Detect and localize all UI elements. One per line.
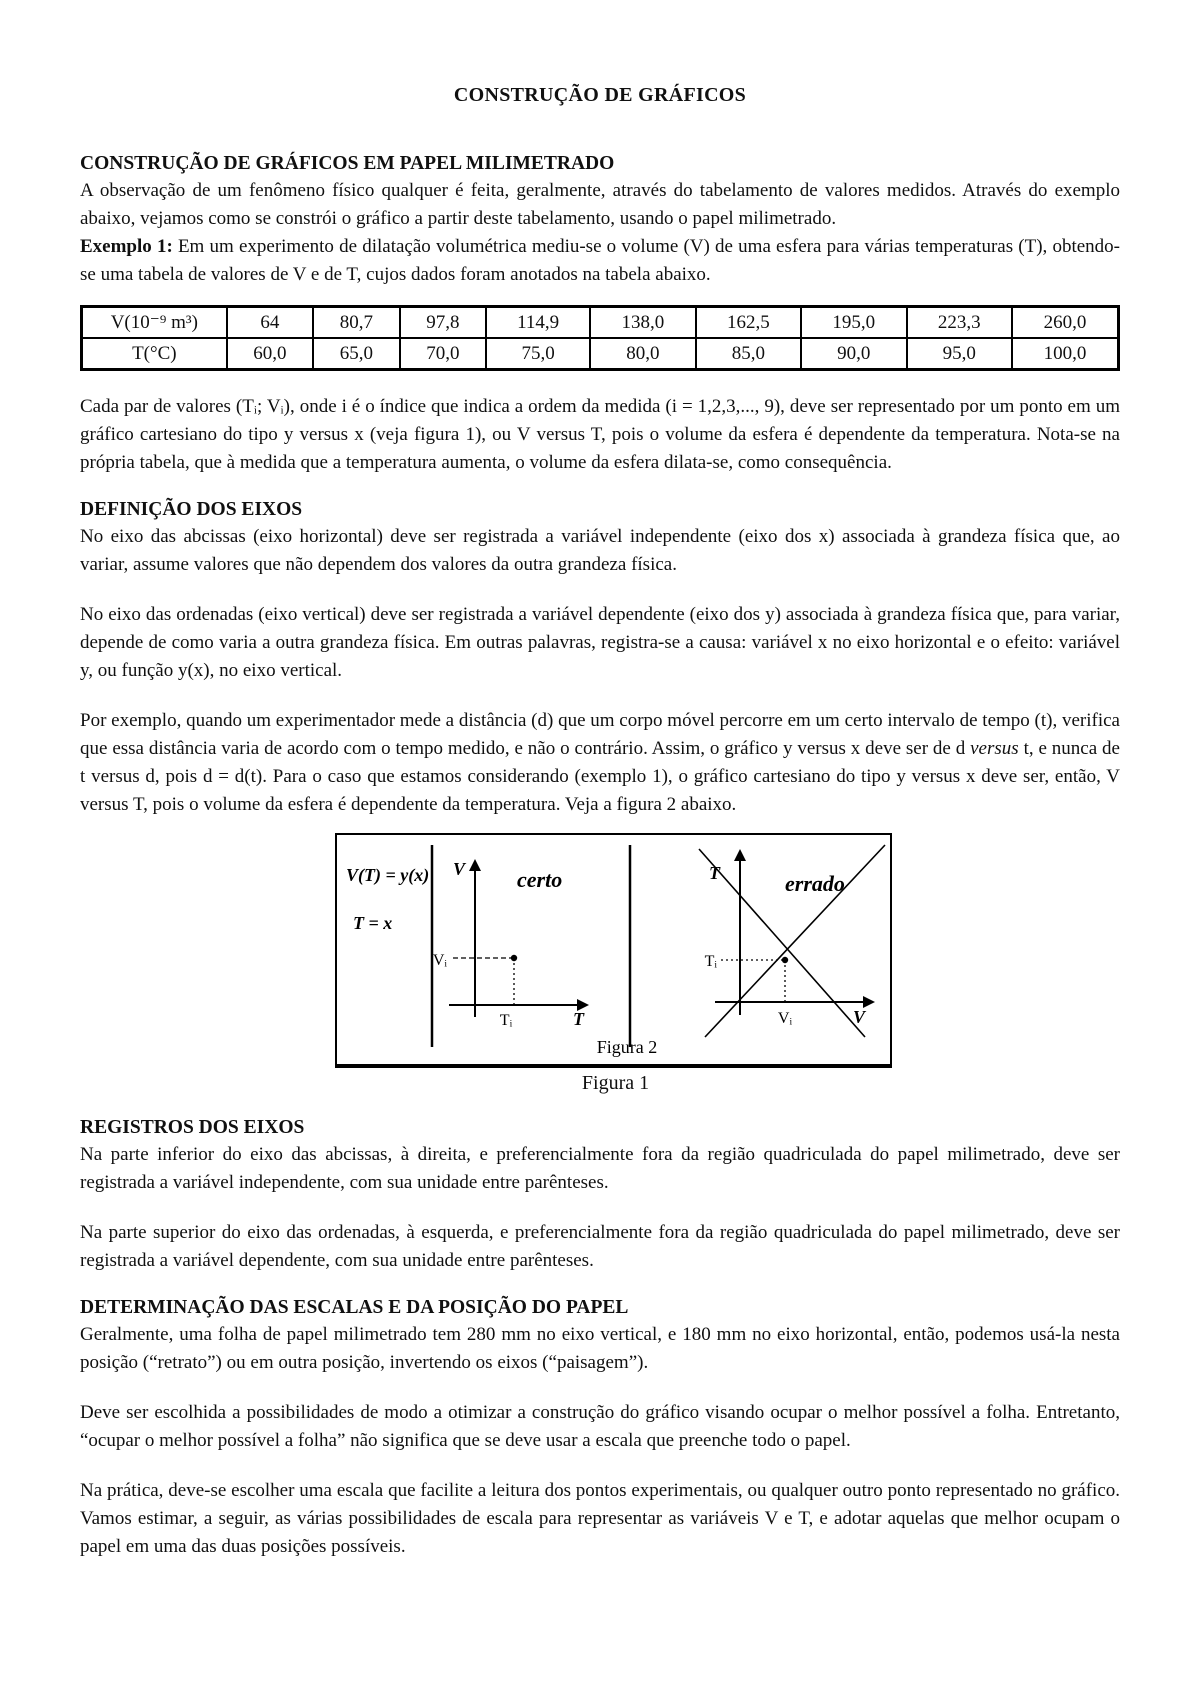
table-cell: 85,0 (696, 338, 801, 370)
paragraph-registro-ordenadas: Na parte superior do eixo das ordenadas, à esquerda, e preferencialmente fora da região quadriculada do papel milimetrado, deve ser registrada a variável dependente, com sua unidade entre parênteses. (80, 1222, 1120, 1271)
section-heading-determinacao-escalas: DETERMINAÇÃO DAS ESCALAS E DA POSIÇÃO DO PAPEL (80, 1297, 629, 1318)
data-table (80, 305, 1120, 371)
figure-1 (335, 833, 896, 1095)
errado-label: errado (785, 871, 845, 896)
section-heading-papel-milimetrado: CONSTRUÇÃO DE GRÁFICOS EM PAPEL MILIMETRADO (80, 153, 615, 174)
table-cell: 64 (227, 307, 313, 339)
versus-italic: versus (970, 738, 1019, 759)
figure-diagram (337, 835, 890, 1059)
wrong-plot (699, 845, 885, 1037)
table-cell: 138,0 (590, 307, 695, 339)
table-cell: 260,0 (1012, 307, 1119, 339)
table-cell: 97,8 (400, 307, 486, 339)
data-point (782, 957, 788, 963)
paragraph-exemplo (80, 233, 1120, 289)
figure-box (335, 833, 892, 1068)
paragraph-registro-abcissas: Na parte inferior do eixo das abcissas, à direita, e preferencialmente fora da região quadriculada do papel milimetrado, deve ser registrada a variável independente, com sua unidade entre parênteses. (80, 1144, 1120, 1193)
paragraph-na-pratica: Na prática, deve-se escolher uma escala que facilite a leitura dos pontos experimentais, ou qualquer outro ponto representado no gráfico. Vamos estimar, a seguir, as várias possibilidades de escala para representar as variáveis V e T, e adotar aquelas que melhor ocupam o papel em uma das duas posições possíveis. (80, 1480, 1120, 1557)
table-cell: 162,5 (696, 307, 801, 339)
table-cell: 70,0 (400, 338, 486, 370)
data-point (511, 955, 517, 961)
table-cell: 114,9 (486, 307, 590, 339)
y-axis-label: V (453, 859, 466, 879)
exemplo-label: Exemplo 1: (80, 236, 173, 257)
table-cell: 90,0 (801, 338, 906, 370)
table-cell: 80,7 (313, 307, 399, 339)
correct-plot (433, 859, 587, 1029)
paragraph-intro: A observação de um fenômeno físico qualquer é feita, geralmente, através do tabelamento de valores medidos. Através do exemplo abaixo, vejamos como se constrói o gráfico a partir deste tabelamento, usando o papel milimetrado. (80, 180, 1120, 229)
table-cell: 60,0 (227, 338, 313, 370)
table-cell: 95,0 (907, 338, 1012, 370)
ti-tick-label: Tᵢ (499, 1012, 513, 1029)
paragraph-pares-de-valores: Cada par de valores (Tᵢ; Vᵢ), onde i é o índice que indica a ordem da medida (i = 1,2,3,..., 9), deve ser representado por um ponto em um gráfico cartesiano do tipo y versus x (veja figura 1), ou V versus T, pois o volume da esfera é dependente da temperatura. Nota-se na própria tabela, que à medida que a temperatura aumenta, o volume da esfera dilata-se, como consequência. (80, 396, 1120, 473)
y-axis-label: T (709, 863, 720, 883)
figure-legend (346, 865, 429, 933)
ti-tick-label: Tᵢ (704, 953, 717, 970)
svg-text:T = x: T = x (353, 913, 393, 933)
table-cell: 100,0 (1012, 338, 1119, 370)
vi-tick-label: Vᵢ (432, 952, 447, 969)
table-row-volume (82, 307, 1119, 339)
paragraph-por-exemplo: Por exemplo, quando um experimentador mede a distância (d) que um corpo móvel percorre em um certo intervalo de tempo (t), verifica que essa distância varia de acordo com o tempo medido, e não o contrário. Assim, o gráfico y versus x deve ser de d versus t, e nunca de t versus d, pois d = d(t). Para o caso que estamos considerando (exemplo 1), o gráfico cartesiano do tipo y versus x deve ser, então, V versus T, pois o volume da esfera é dependente da temperatura. Veja a figura 2 abaixo. (80, 710, 1120, 815)
table-cell: 223,3 (907, 307, 1012, 339)
paragraph-folha-milimetrada: Geralmente, uma folha de papel milimetrado tem 280 mm no eixo vertical, e 180 mm no eixo horizontal, então, podemos usá-la nesta posição (“retrato”) ou em outra posição, invertendo os eixos (“paisagem”). (80, 1324, 1120, 1373)
table-cell: V(10⁻⁹ m³) (82, 307, 227, 339)
inner-caption: Figura 2 (596, 1037, 658, 1057)
x-axis-label: V (853, 1007, 866, 1027)
paragraph-abcissas: No eixo das abcissas (eixo horizontal) deve ser registrada a variável independente (eixo dos x) associada à grandeza física que, ao variar, assume valores que não dependem dos valores da outra grandeza física. (80, 526, 1120, 575)
section-heading-registros-eixos: REGISTROS DOS EIXOS (80, 1117, 305, 1138)
exemplo-text: Em um experimento de dilatação volumétrica mediu-se o volume (V) de uma esfera para várias temperaturas (T), obtendo-se uma tabela de valores de V e de T, cujos dados foram anotados na tabela abaixo. (80, 236, 1120, 285)
figure-caption: Figura 1 (581, 1072, 650, 1094)
table-cell: 195,0 (801, 307, 906, 339)
paragraph-otimizar: Deve ser escolhida a possibilidades de modo a otimizar a construção do gráfico visando ocupar o melhor possível a folha. Entretanto, “ocupar o melhor possível a folha” não significa que se deve usar a escala que preenche todo o papel. (80, 1402, 1120, 1451)
table-cell: 65,0 (313, 338, 399, 370)
table-cell: T(°C) (82, 338, 227, 370)
table-cell: 80,0 (590, 338, 695, 370)
x-axis-label: T (573, 1009, 584, 1029)
section-heading-definicao-eixos: DEFINIÇÃO DOS EIXOS (80, 499, 303, 520)
table-row-temperatura (82, 338, 1119, 370)
vi-tick-label: Vᵢ (777, 1010, 793, 1027)
table-cell: 75,0 (486, 338, 590, 370)
paragraph-ordenadas: No eixo das ordenadas (eixo vertical) deve ser registrada a variável dependente (eixo dos y) associada à grandeza física que, para variar, depende de como varia a outra grandeza física. Em outras palavras, registra-se a causa: variável x no eixo horizontal e o efeito: variável y, ou função y(x), no eixo vertical. (80, 604, 1120, 681)
page-title: CONSTRUÇÃO DE GRÁFICOS (453, 84, 747, 106)
certo-label: certo (517, 867, 563, 892)
svg-text:V(T) = y(x): V(T) = y(x) (346, 865, 430, 885)
